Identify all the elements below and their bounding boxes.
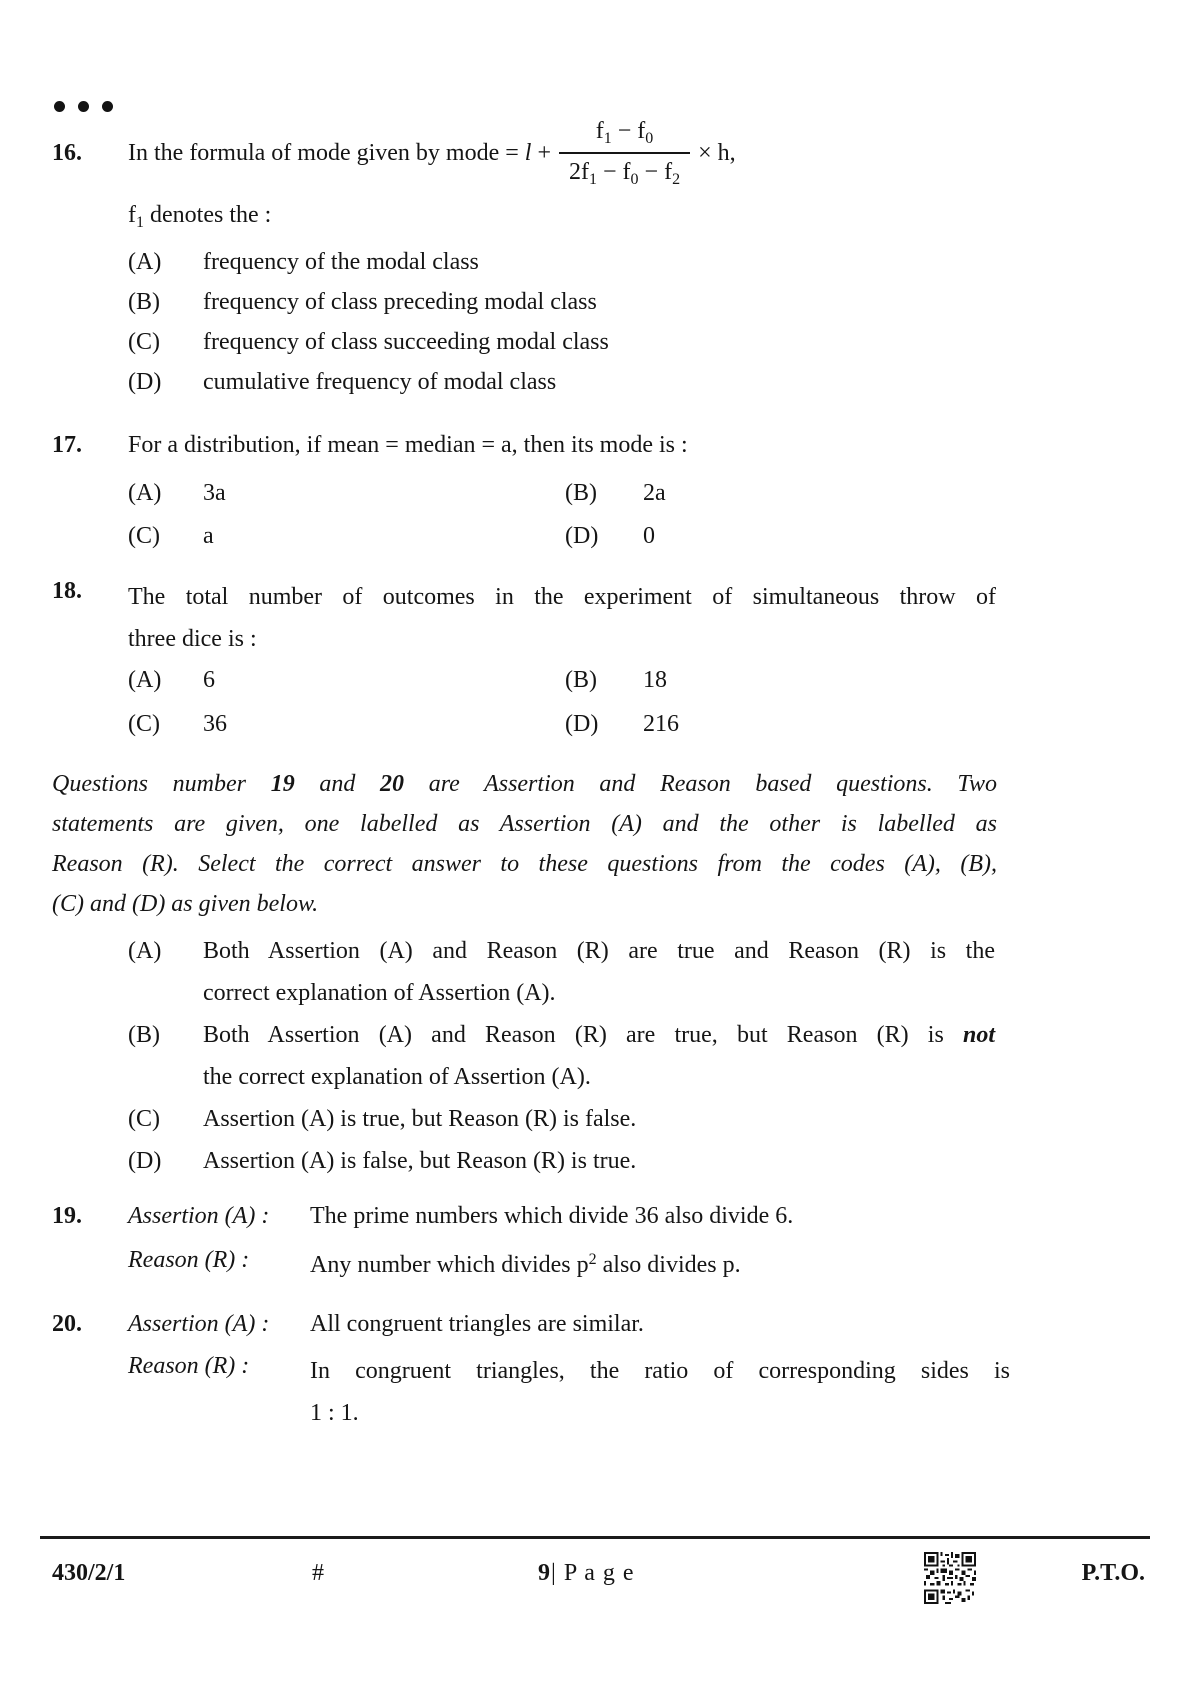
reason-text: Any number which divides $p^2$ also divides p. — [310, 1251, 741, 1278]
option-label: (C) — [128, 523, 160, 549]
paper-code: 430/2/1 — [52, 1560, 126, 1586]
option-label: (A) — [128, 480, 162, 506]
code-option-d — [128, 1140, 1000, 1182]
option-label: (A) — [128, 249, 162, 275]
option-text: frequency of class preceding modal class — [203, 289, 597, 315]
option-text: 216 — [643, 711, 679, 737]
code-option-c — [128, 1098, 1000, 1140]
fraction-denominator: $2f_1 - f_0 - f_2$ — [559, 152, 690, 190]
mode-formula-fraction — [559, 116, 690, 190]
assertion-label: Assertion (A) : — [128, 1311, 270, 1337]
option-text: 18 — [643, 667, 667, 693]
option-label: (D) — [565, 711, 599, 737]
option-text: 36 — [203, 711, 227, 737]
option-label: (B) — [128, 289, 160, 315]
option-text: 6 — [203, 667, 215, 693]
option-text: frequency of class succeeding modal class — [203, 329, 609, 355]
question-18-text: The total number of outcomes in the experiment of simultaneous throw of three dice is : — [128, 584, 996, 652]
option-label: (A) — [128, 667, 162, 693]
option-label: (D) — [128, 1148, 162, 1174]
question-19 — [52, 1200, 793, 1281]
question-17 — [52, 430, 688, 460]
question-18-number: 18. — [52, 578, 82, 604]
reason-label: Reason (R) : — [128, 1247, 250, 1273]
code-option-b — [128, 1014, 1000, 1098]
question-18-options — [128, 658, 679, 746]
fraction-numerator: $f_1 - f_0$ — [595, 118, 654, 147]
question-17-number: 17. — [52, 432, 82, 458]
question-20 — [52, 1308, 1010, 1434]
assertion-text: The prime numbers which divide 36 also divide 6. — [310, 1203, 794, 1229]
question-16 — [52, 116, 736, 190]
page-number: 9| P a g e — [538, 1560, 635, 1586]
assertion-text: All congruent triangles are similar. — [310, 1311, 644, 1337]
assertion-label: Assertion (A) : — [128, 1203, 270, 1229]
option-text: frequency of the modal class — [203, 249, 479, 275]
option-label: (C) — [128, 1106, 160, 1132]
qr-code — [924, 1552, 976, 1612]
option-label: (C) — [128, 329, 160, 355]
option-label: (B) — [128, 1022, 160, 1048]
option-text: 0 — [643, 523, 655, 549]
code-option-a — [128, 930, 1000, 1014]
pto-label: P.T.O. — [1081, 1560, 1145, 1586]
option-label: (D) — [128, 369, 162, 395]
option-label: (D) — [565, 523, 599, 549]
reason-label: Reason (R) : — [128, 1353, 250, 1379]
option-text: Assertion (A) is false, but Reason (R) is true. — [203, 1148, 637, 1174]
hash-mark: # — [312, 1560, 324, 1586]
assertion-reason-codes — [128, 930, 1000, 1182]
question-17-text: For a distribution, if mean = median = a, then its mode is : — [128, 432, 688, 458]
option-label: (A) — [128, 938, 162, 964]
option-text: Both Assertion (A) and Reason (R) are true and Reason (R) is the correct explanation of Assertion (A). — [203, 938, 995, 1006]
option-text: Assertion (A) is true, but Reason (R) is false. — [203, 1106, 637, 1132]
option-label: (B) — [565, 480, 597, 506]
question-17-options — [128, 472, 666, 558]
formula-tail: × h, — [698, 140, 736, 166]
question-16-text: In the formula of mode given by mode = l + — [128, 140, 551, 166]
question-20-number: 20. — [52, 1311, 82, 1337]
option-text: 2a — [643, 480, 666, 506]
question-19-number: 19. — [52, 1203, 82, 1229]
option-text: 3a — [203, 480, 226, 506]
assertion-reason-instructions: Questions number 19 and 20 are Assertion and Reason based questions. Two statements are given, one labelled as Assertion (A) and the other is labelled as Reason (R). Select the correct answer to these questions from the codes (A), (B), (C) and (D) as given below. — [52, 771, 998, 917]
question-16-number: 16. — [52, 140, 82, 166]
question-16-options — [128, 242, 609, 402]
reason-text: In congruent triangles, the ratio of corresponding sides is 1 : 1. — [310, 1358, 1010, 1426]
option-label: (C) — [128, 711, 160, 737]
question-16-formula — [128, 116, 736, 190]
option-text: a — [203, 523, 214, 549]
option-label: (B) — [565, 667, 597, 693]
question-16-subtext: $f_1$ denotes the : — [128, 202, 272, 231]
option-text: cumulative frequency of modal class — [203, 369, 557, 395]
option-text: Both Assertion (A) and Reason (R) are true, but Reason (R) is not the correct explanation of Assertion (A). — [203, 1022, 995, 1090]
footer-divider — [40, 1536, 1150, 1539]
